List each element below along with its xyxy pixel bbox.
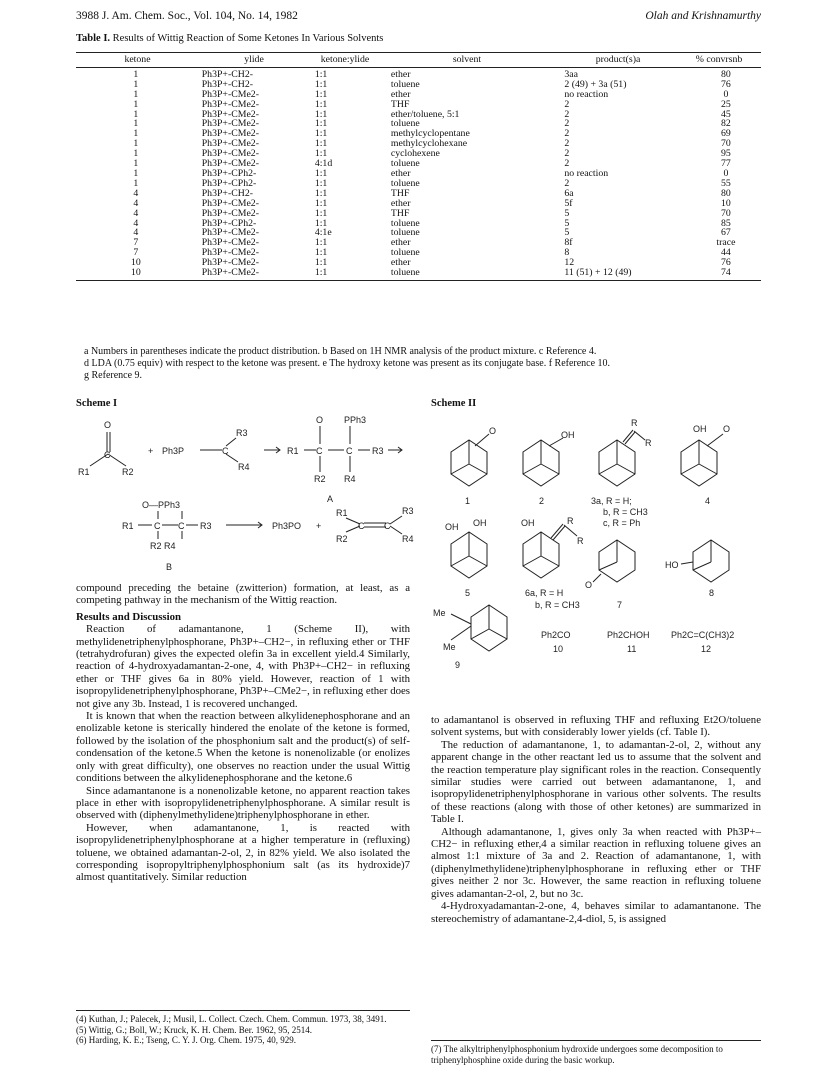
svg-text:OH: OH (521, 518, 535, 528)
col-header-ylide: ylide (244, 54, 264, 65)
cell-ratio: 4:1d (314, 158, 333, 170)
cell-solvent: ether (390, 257, 411, 269)
cell-solvent: toluene (390, 217, 420, 229)
svg-text:+: + (316, 521, 322, 531)
svg-text:R2 R4: R2 R4 (150, 541, 176, 551)
cell-ratio: 1:1 (314, 247, 328, 259)
paragraph: However, when adamantanone, 1, is reacted with isopropylidenetriphenylphosphorane at a higher temperature in (refluxing) toluene, we obtained adamantan-2-ol, 2, in 82% yield. We also isolated the corresponding isopropyltriphenylphosphonium salt (as its hydroxide)7 almost quantitatively. Similar reduction (76, 821, 410, 884)
cell-ylide: Ph3P+-CH2- (201, 68, 253, 80)
paragraph: compound preceding the betaine (zwitterion) formation, at least, as a competing pathway in the mechanism of the Wittig reaction. (76, 582, 410, 607)
cell-ketone: 10 (130, 257, 141, 269)
svg-text:R1: R1 (336, 508, 348, 518)
left-footnotes (76, 1010, 410, 1046)
cell-conversion: 77 (721, 158, 731, 170)
paragraph: Since adamantanone is a nonenolizable ketone, no apparent reaction takes place in ether with isopropylidenetriphenylphosphorane. A similar result is observed with (diphenylmethylidene)triphenylphosphorane in ether. (76, 784, 410, 822)
cell-ylide: Ph3P+-CMe2- (201, 207, 259, 219)
cell-ketone: 4 (133, 187, 139, 199)
cell-products: 12 (564, 257, 575, 269)
compound-3b-label: b, R = CH3 (603, 507, 648, 517)
cell-products: 2 (564, 138, 570, 150)
paragraph: to adamantanol is observed in refluxing THF and refluxing Et2O/toluene solvent systems, but with considerably lower yields (cf. Table I). (431, 714, 761, 739)
svg-text:C: C (154, 521, 161, 531)
compound-11-label: 11 (627, 644, 637, 654)
cell-ylide: Ph3P+-CMe2- (201, 118, 259, 130)
table-row (76, 199, 761, 209)
intermediate-a-label: A (327, 494, 334, 504)
cell-solvent: ether (390, 68, 411, 80)
results-table (76, 52, 761, 281)
cell-ketone: 4 (133, 217, 139, 229)
cell-ylide: Ph3P+-CMe2- (201, 257, 259, 269)
svg-text:R: R (577, 536, 584, 546)
cell-ketone: 7 (133, 247, 139, 259)
cell-products: 2 (564, 98, 570, 110)
cell-solvent: toluene (390, 247, 420, 259)
cell-products: no reaction (564, 167, 609, 179)
right-text-column (431, 714, 761, 925)
cell-products: 3aa (564, 68, 578, 80)
cell-solvent: cyclohexene (390, 148, 440, 160)
svg-text:O: O (316, 415, 324, 425)
cell-conversion: 0 (723, 167, 729, 179)
cell-products: 5 (564, 227, 570, 239)
cell-solvent: ether (390, 88, 411, 100)
scheme2-title: Scheme II (431, 398, 477, 409)
cell-ratio: 1:1 (314, 257, 328, 269)
oh-label: OH (561, 430, 575, 440)
cell-products: no reaction (564, 88, 609, 100)
paragraph: Although adamantanone, 1, gives only 3a when reacted with Ph3P+–CH2− in refluxing ether,4 a similar reaction in refluxing toluene gives an almost 1:1 mixture of 3a and 2. Reaction of adamantanone, 1, with (diphenylmethylidene)triphenylphosphorane in refluxing ether or THF gives neither 2 nor 3c. However, the same reaction in refluxing toluene gives adamantan-2-ol, 2, but no 3c. (431, 825, 761, 900)
r3-label: R3 (236, 428, 248, 438)
cell-conversion: 0 (723, 88, 729, 100)
compound-4-label: 4 (705, 496, 711, 506)
me-label: Me (433, 608, 446, 618)
svg-text:R4: R4 (344, 474, 356, 484)
cell-ylide: Ph3P+-CMe2- (201, 128, 259, 140)
cell-ylide: Ph3P+-CMe2- (201, 138, 259, 150)
col-header-ketone: ketone (124, 54, 151, 65)
compound-7-label: 7 (617, 600, 623, 610)
scheme1-diagram (76, 412, 416, 577)
table-row (76, 159, 761, 169)
cell-solvent: THF (390, 207, 410, 219)
cell-ratio: 1:1 (314, 167, 328, 179)
cell-ylide: Ph3P+-CMe2- (201, 247, 259, 259)
svg-text:C: C (178, 521, 185, 531)
cell-ratio: 1:1 (314, 108, 328, 120)
pph3-label: PPh3 (344, 415, 367, 425)
cell-ketone: 1 (133, 108, 139, 120)
table-label: Table I. (76, 33, 111, 44)
table-row (76, 209, 761, 219)
cell-conversion: 25 (721, 98, 731, 110)
footnote: (4) Kuthan, J.; Palecek, J.; Musil, L. Collect. Czech. Chem. Commun. 1973, 38, 3491. (76, 1014, 387, 1024)
cell-solvent: ether/toluene, 5:1 (390, 108, 460, 120)
cell-ketone: 1 (133, 88, 139, 100)
compound-10-label: 10 (553, 644, 564, 654)
cell-ylide: Ph3P+-CPh2- (201, 217, 257, 229)
cell-ylide: Ph3P+-CMe2- (201, 108, 259, 120)
cell-conversion: 45 (721, 108, 731, 120)
r-substituent-label: R (631, 418, 638, 428)
cell-solvent: toluene (390, 118, 420, 130)
cell-ratio: 1:1 (314, 88, 328, 100)
paragraph: 4-Hydroxyadamantan-2-one, 4, behaves similar to adamantanone. The stereochemistry of adamantane-2,4-diol, 5, is assigned (431, 900, 761, 925)
cell-ratio: 1:1 (314, 118, 328, 130)
cell-ketone: 4 (133, 227, 139, 239)
cell-products: 2 (564, 108, 570, 120)
cell-ketone: 10 (130, 267, 141, 279)
svg-text:R3: R3 (200, 521, 212, 531)
cell-products: 5 (564, 207, 570, 219)
cell-ketone: 1 (133, 118, 139, 130)
table-note: g Reference 9. (84, 370, 143, 381)
paragraph: It is known that when the reaction between alkylidenephosphorane and an enolizable ketone is sterically hindered the enolate of the ketone is formed, followed by the isolation of the phosphonium salt and the product(s) of self-condensation of the ketone.5 When the ketone is nonenolizable (or enolizes only with great difficulty), one observes no reaction under the usual Wittig conditions between the alkylidenephosphorane and the ketone.6 (76, 710, 410, 785)
svg-text:Me: Me (443, 642, 456, 652)
col-header-solvent: solvent (452, 54, 482, 65)
cell-ratio: 1:1 (314, 267, 328, 279)
table-note: d LDA (0.75 equiv) with respect to the ketone was present. e The hydroxy ketone was present as its conjugate base. f Reference 10. (84, 358, 611, 369)
table-title: Results of Wittig Reaction of Some Ketones In Various Solvents (112, 33, 384, 44)
cell-conversion: 70 (721, 138, 731, 150)
cell-ketone: 1 (133, 177, 139, 189)
opph3-label: O—PPh3 (142, 500, 181, 510)
cell-ratio: 1:1 (314, 148, 328, 160)
r1-label: R1 (78, 467, 90, 477)
table-row (76, 189, 761, 199)
ph2choh-formula: Ph2CHOH (607, 630, 650, 640)
svg-text:R3: R3 (402, 506, 414, 516)
col-header-ratio: ketone:ylide (320, 54, 370, 65)
cell-solvent: toluene (390, 158, 420, 170)
table-row (76, 228, 761, 238)
cell-ratio: 1:1 (314, 217, 328, 229)
journal-citation: 3988 J. Am. Chem. Soc., Vol. 104, No. 14, 1982 (76, 10, 298, 22)
cell-ylide: Ph3P+-CMe2- (201, 148, 259, 160)
svg-text:O: O (489, 426, 497, 436)
cell-conversion: trace (716, 237, 736, 249)
table-note: a Numbers in parentheses indicate the product distribution. b Based on 1H NMR analysis of the product mixture. c Reference 4. (84, 346, 597, 357)
table-row (76, 179, 761, 189)
table-row (76, 80, 761, 90)
compound-2-label: 2 (539, 496, 545, 506)
cell-ratio: 1:1 (314, 138, 328, 150)
running-header (76, 10, 761, 26)
cell-ylide: Ph3P+-CPh2- (201, 167, 257, 179)
cell-ratio: 1:1 (314, 78, 328, 90)
cell-ylide: Ph3P+-CMe2- (201, 197, 259, 209)
cell-solvent: methylcyclohexane (390, 138, 468, 150)
table-row (76, 268, 761, 278)
cell-ylide: Ph3P+-CMe2- (201, 237, 259, 249)
scheme1-title: Scheme I (76, 398, 118, 409)
svg-text:OH: OH (445, 522, 459, 532)
scheme2-diagram (431, 412, 761, 696)
cell-products: 2 (564, 128, 570, 140)
svg-text:R3: R3 (372, 446, 384, 456)
cell-solvent: ether (390, 197, 411, 209)
svg-text:OH: OH (693, 424, 707, 434)
ph2co-formula: Ph2CO (541, 630, 571, 640)
cell-ylide: Ph3P+-CH2- (201, 78, 253, 90)
r2-label: R2 (122, 467, 134, 477)
compound-3c-label: c, R = Ph (603, 518, 641, 528)
cell-ketone: 1 (133, 98, 139, 110)
svg-text:R: R (567, 516, 574, 526)
svg-text:C: C (384, 521, 391, 531)
cell-conversion: 55 (721, 177, 731, 189)
cell-products: 2 (564, 158, 570, 170)
cell-solvent: methylcyclopentane (390, 128, 470, 140)
intermediate-b-label: B (166, 562, 173, 572)
cell-solvent: toluene (390, 267, 420, 279)
cell-ratio: 1:1 (314, 98, 328, 110)
cell-ratio: 1:1 (314, 197, 328, 209)
right-footnotes (431, 1040, 761, 1065)
r4-label: R4 (238, 462, 250, 472)
cell-ketone: 1 (133, 158, 139, 170)
plus-sign: + (148, 446, 154, 456)
cell-ratio: 1:1 (314, 177, 328, 189)
svg-text:O: O (723, 424, 731, 434)
paragraph: The reduction of adamantanone, 1, to adamantan-2-ol, 2, without any apparent change in the other reactant led us to assume that the solvent and the reaction temperature play significant roles in the reaction. Consequently similar studies were carried out between adamantanone, 1, and isopropylidenetriphenylphosphorane in various other solvents. The results of these reactions (along with those of other ketones) are summarized in Table I. (431, 738, 761, 826)
svg-text:Ph3P: Ph3P (162, 446, 185, 456)
cell-conversion: 76 (721, 78, 731, 90)
svg-text:OH: OH (473, 518, 487, 528)
compound-12-label: 12 (701, 644, 712, 654)
cell-conversion: 69 (721, 128, 731, 140)
cell-conversion: 74 (721, 267, 731, 279)
svg-text:C: C (222, 446, 229, 456)
cell-products: 2 (564, 148, 570, 160)
left-text-column (76, 582, 410, 884)
cell-ylide: Ph3P+-CMe2- (201, 98, 259, 110)
cell-ratio: 4:1e (314, 227, 332, 239)
footnote: (6) Harding, K. E.; Tseng, C. Y. J. Org. Chem. 1975, 40, 929. (76, 1035, 297, 1045)
cell-solvent: THF (390, 98, 410, 110)
cell-conversion: 44 (721, 247, 731, 259)
compound-6b-label: b, R = CH3 (535, 600, 580, 610)
cell-ketone: 1 (133, 128, 139, 140)
footnote: (5) Wittig, G.; Boll, W.; Kruck, K. H. Chem. Ber. 1962, 95, 2514. (76, 1024, 312, 1035)
cell-conversion: 80 (721, 68, 731, 80)
cell-ratio: 1:1 (314, 68, 328, 80)
cell-ylide: Ph3P+-CMe2- (201, 88, 259, 100)
cell-conversion: 70 (721, 207, 731, 219)
compound-5-label: 5 (465, 588, 471, 598)
paragraph: Reaction of adamantanone, 1 (Scheme II), with methylidenetriphenylphosphorane, Ph3P+–CH2−, in refluxing ether or THF (tetrahydrofuran) gives the expected olefin 3a in excellent yield.4 Similarly, reaction of 4-hydroxyadamantan-2-one, 4, with Ph3P+–CH2− in refluxing ether or THF gives 6a in 80% yield. However, reaction of 1 with isopropylidenetriphenylphosphorane, Ph3P+–CMe2−, in refluxing ether does not give any 3b. Instead, 1 is recovered unchanged. (76, 623, 410, 710)
compound-6a-label: 6a, R = H (525, 588, 564, 598)
svg-text:R1: R1 (122, 521, 134, 531)
cell-ylide: Ph3P+-CMe2- (201, 267, 259, 279)
svg-text:C: C (358, 521, 365, 531)
cell-solvent: THF (390, 187, 410, 199)
cell-ketone: 4 (133, 207, 139, 219)
cell-ylide: Ph3P+-CMe2- (201, 227, 259, 239)
cell-solvent: toluene (390, 78, 420, 90)
cell-ketone: 1 (133, 138, 139, 150)
cell-solvent: toluene (390, 227, 420, 239)
footnote: (7) The alkyltriphenylphosphonium hydroxide undergoes some decomposition to triphenylphosphine oxide during the basic workup. (431, 1044, 723, 1065)
cell-products: 2 (564, 177, 570, 189)
section-heading: Results and Discussion (76, 610, 182, 623)
ph2c-cme2-formula: Ph2C=C(CH3)2 (671, 630, 735, 640)
cell-ratio: 1:1 (314, 207, 328, 219)
svg-text:O: O (585, 580, 593, 590)
table-caption (76, 33, 383, 44)
author-names: Olah and Krishnamurthy (645, 10, 761, 22)
table-footnotes (76, 346, 761, 382)
cell-ketone: 7 (133, 237, 139, 249)
svg-text:R1: R1 (287, 446, 299, 456)
svg-text:C: C (346, 446, 353, 456)
compound-8-label: 8 (709, 588, 715, 598)
cell-conversion: 82 (721, 118, 731, 130)
svg-text:R2: R2 (314, 474, 326, 484)
cell-conversion: 76 (721, 257, 731, 269)
cell-products: 6a (564, 187, 574, 199)
cell-conversion: 10 (721, 197, 731, 209)
cell-ratio: 1:1 (314, 187, 328, 199)
cell-solvent: toluene (390, 177, 420, 189)
cell-products: 5 (564, 217, 570, 229)
cell-conversion: 85 (721, 217, 731, 229)
cell-ylide: Ph3P+-CPh2- (201, 177, 257, 189)
svg-text:R: R (645, 438, 652, 448)
cell-ketone: 1 (133, 78, 139, 90)
cell-conversion: 95 (721, 148, 731, 160)
compound-1-label: 1 (465, 496, 471, 506)
cell-ratio: 1:1 (314, 128, 328, 140)
cell-ketone: 1 (133, 148, 139, 160)
table-header-row (76, 53, 761, 68)
cell-products: 2 (564, 118, 570, 130)
svg-text:R4: R4 (402, 534, 414, 544)
svg-text:R2: R2 (336, 534, 348, 544)
cell-products: 8 (564, 247, 570, 259)
cell-products: 8f (564, 237, 573, 249)
cell-ketone: 1 (133, 167, 139, 179)
table-row (76, 90, 761, 100)
cell-ylide: Ph3P+-CH2- (201, 187, 253, 199)
cell-ratio: 1:1 (314, 237, 328, 249)
compound-3a-label: 3a, R = H; (591, 496, 632, 506)
cell-ylide: Ph3P+-CMe2- (201, 158, 259, 170)
cell-conversion: 80 (721, 187, 731, 199)
cell-ketone: 1 (133, 68, 139, 80)
cell-solvent: ether (390, 237, 411, 249)
cell-solvent: ether (390, 167, 411, 179)
cell-products: 11 (51) + 12 (49) (564, 267, 632, 279)
cell-products: 5f (564, 197, 573, 209)
svg-text:C: C (104, 450, 111, 460)
table-body (76, 68, 761, 280)
cell-conversion: 67 (721, 227, 731, 239)
ho-label: HO (665, 560, 679, 570)
table-row (76, 248, 761, 258)
cell-products: 2 (49) + 3a (51) (564, 78, 627, 90)
cell-ketone: 4 (133, 197, 139, 209)
svg-text:C: C (316, 446, 323, 456)
col-header-conversion: % convrsnb (695, 54, 743, 65)
col-header-products: product(s)a (595, 54, 641, 65)
ph3po-label: Ph3PO (272, 521, 302, 531)
compound-9-label: 9 (455, 660, 461, 670)
oxygen-label: O (104, 420, 112, 430)
